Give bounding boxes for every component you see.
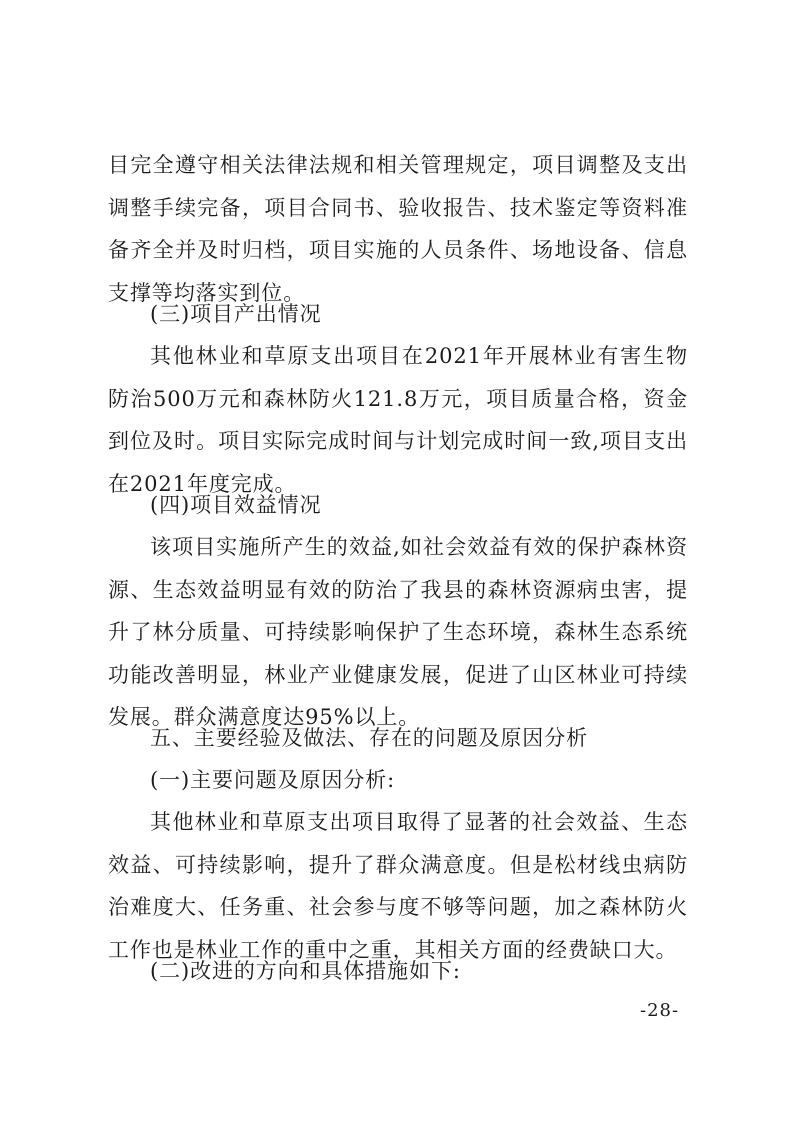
section-heading-problems: (一)主要问题及原因分析: (150, 768, 396, 792)
body-paragraph-continuation: 目完全遵守相关法律法规和相关管理规定，项目调整及支出调整手续完备，项目合同书、验收报告、技术鉴定等资料准备齐全并及时归档，项目实施的人员条件、场地设备、信息支撑等均落实到位。 (108, 153, 688, 305)
page-number: -28- (640, 1000, 680, 1021)
section-heading-output: (三)项目产出情况 (150, 302, 322, 326)
body-paragraph-output: 其他林业和草原支出项目在2021年开展林业有害生物防治500万元和森林防火121.8万元，项目质量合格，资金到位及时。项目实际完成时间与计划完成时间一致,项目支出在2021年度完成。 (108, 344, 688, 496)
body-paragraph-benefit: 该项目实施所产生的效益,如社会效益有效的保护森林资源、生态效益明显有效的防治了我县的森林资源病虫害，提升了林分质量、可持续影响保护了生态环境，森林生态系统功能改善明显，林业产业健康发展，促进了山区林业可持续发展。群众满意度达95%以上。 (108, 535, 688, 729)
section-heading-improvement: (二)改进的方向和具体措施如下: (150, 959, 461, 983)
section-heading-benefit: (四)项目效益情况 (150, 493, 322, 517)
body-paragraph-problems: 其他林业和草原支出项目取得了显著的社会效益、生态效益、可持续影响，提升了群众满意度。但是松材线虫病防治难度大、任务重、社会参与度不够等问题，加之森林防火工作也是林业工作的重中之重，其相关方面的经费缺口大。 (108, 810, 688, 962)
chapter-heading-experience: 五、主要经验及做法、存在的问题及原因分析 (150, 726, 588, 750)
